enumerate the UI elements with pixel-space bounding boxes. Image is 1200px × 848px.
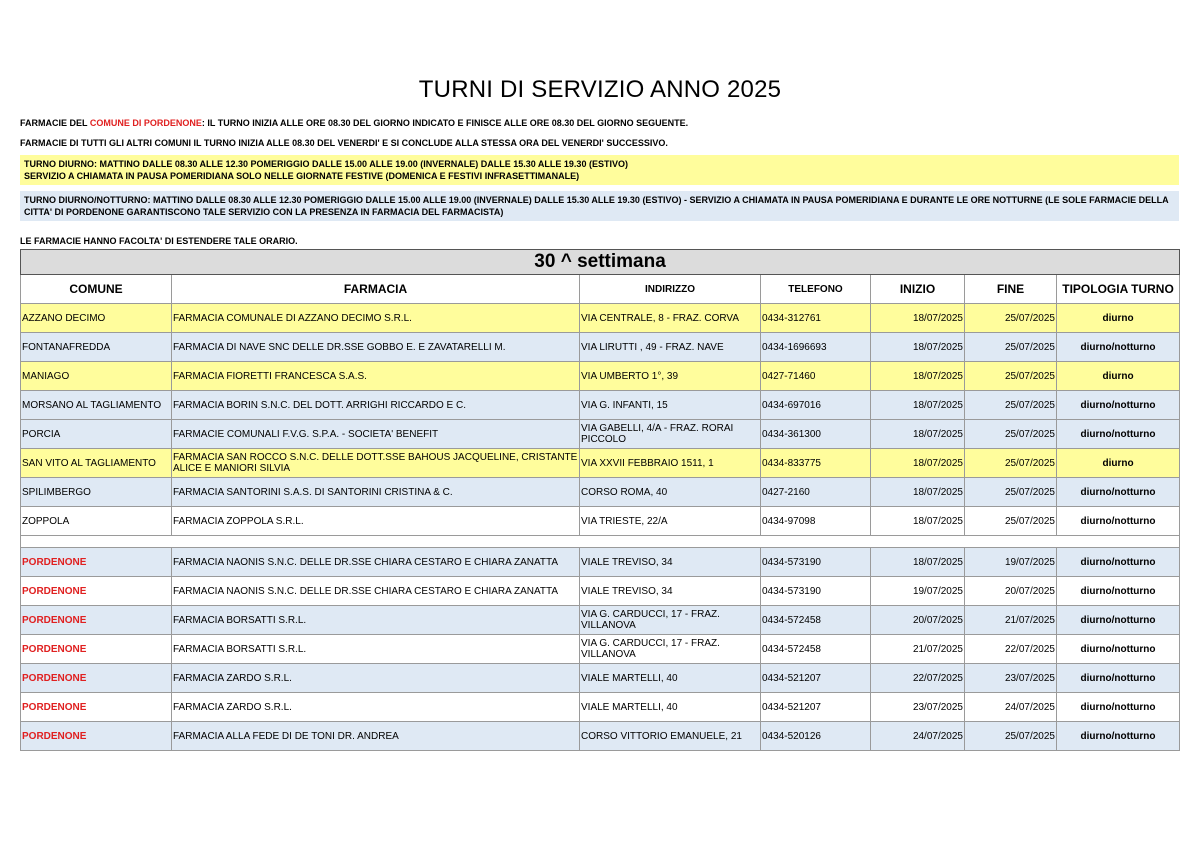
telefono-cell: 0427-2160 — [761, 478, 871, 507]
note-facolta: LE FARMACIE HANNO FACOLTA' DI ESTENDERE TALE ORARIO. — [20, 236, 298, 246]
table-row — [21, 478, 1180, 507]
comune-cell: MORSANO AL TAGLIAMENTO — [21, 391, 172, 420]
tipologia-cell: diurno/notturno — [1057, 577, 1180, 606]
telefono-cell: 0434-572458 — [761, 635, 871, 664]
table-row — [21, 577, 1180, 606]
table-header — [21, 275, 1180, 304]
fine-cell: 25/07/2025 — [965, 333, 1057, 362]
farmacia-cell: FARMACIA SAN ROCCO S.N.C. DELLE DOTT.SSE BAHOUS JACQUELINE, CRISTANTE ALICE E MANIORI SILVIA — [172, 449, 580, 478]
fine-cell: 25/07/2025 — [965, 507, 1057, 536]
farmacia-cell: FARMACIA DI NAVE SNC DELLE DR.SSE GOBBO E. E ZAVATARELLI M. — [172, 333, 580, 362]
inizio-cell: 21/07/2025 — [871, 635, 965, 664]
farmacia-cell: FARMACIA BORIN S.N.C. DEL DOTT. ARRIGHI RICCARDO E C. — [172, 391, 580, 420]
indirizzo-cell: VIA XXVII FEBBRAIO 1511, 1 — [580, 449, 761, 478]
indirizzo-cell: VIA UMBERTO 1°, 39 — [580, 362, 761, 391]
spacer-cell — [21, 536, 1180, 548]
tipologia-cell: diurno — [1057, 362, 1180, 391]
telefono-cell: 0434-520126 — [761, 722, 871, 751]
table-row — [21, 548, 1180, 577]
farmacia-cell: FARMACIA BORSATTI S.R.L. — [172, 635, 580, 664]
telefono-cell: 0434-1696693 — [761, 333, 871, 362]
table-row — [21, 362, 1180, 391]
farmacia-cell: FARMACIE COMUNALI F.V.G. S.P.A. - SOCIETA' BENEFIT — [172, 420, 580, 449]
comune-cell: PORDENONE — [21, 722, 172, 751]
farmacia-cell: FARMACIA NAONIS S.N.C. DELLE DR.SSE CHIARA CESTARO E CHIARA ZANATTA — [172, 548, 580, 577]
tipologia-cell: diurno/notturno — [1057, 635, 1180, 664]
fine-cell: 20/07/2025 — [965, 577, 1057, 606]
farmacia-cell: FARMACIA ALLA FEDE DI DE TONI DR. ANDREA — [172, 722, 580, 751]
tipologia-cell: diurno/notturno — [1057, 391, 1180, 420]
inizio-cell: 18/07/2025 — [871, 548, 965, 577]
inizio-cell: 23/07/2025 — [871, 693, 965, 722]
indirizzo-cell: VIALE TREVISO, 34 — [580, 577, 761, 606]
telefono-cell: 0434-573190 — [761, 548, 871, 577]
telefono-cell: 0434-312761 — [761, 304, 871, 333]
turni-table — [20, 249, 1180, 751]
telefono-cell: 0434-572458 — [761, 606, 871, 635]
tipologia-cell: diurno/notturno — [1057, 507, 1180, 536]
tipologia-cell: diurno — [1057, 304, 1180, 333]
farmacia-cell: FARMACIA NAONIS S.N.C. DELLE DR.SSE CHIARA CESTARO E CHIARA ZANATTA — [172, 577, 580, 606]
table-row — [21, 304, 1180, 333]
telefono-cell: 0434-521207 — [761, 693, 871, 722]
table-row — [21, 449, 1180, 478]
inizio-cell: 18/07/2025 — [871, 507, 965, 536]
header-tipologia: TIPOLOGIA TURNO — [1057, 275, 1180, 304]
table-row — [21, 507, 1180, 536]
indirizzo-cell: VIA G. INFANTI, 15 — [580, 391, 761, 420]
comune-cell: PORDENONE — [21, 548, 172, 577]
comune-cell: PORCIA — [21, 420, 172, 449]
inizio-cell: 18/07/2025 — [871, 478, 965, 507]
diurno-line-2: SERVIZIO A CHIAMATA IN PAUSA POMERIDIANA SOLO NELLE GIORNATE FESTIVE (DOMENICA E FESTIVI INFRASETTIMANALE) — [24, 171, 580, 181]
inizio-cell: 20/07/2025 — [871, 606, 965, 635]
tipologia-cell: diurno/notturno — [1057, 722, 1180, 751]
comune-cell: FONTANAFREDDA — [21, 333, 172, 362]
page-title: TURNI DI SERVIZIO ANNO 2025 — [418, 76, 782, 103]
diurno-band — [20, 155, 1179, 185]
farmacia-cell: FARMACIA BORSATTI S.R.L. — [172, 606, 580, 635]
note-pordenone-comune: COMUNE DI PORDENONE — [89, 118, 202, 128]
header-telefono: TELEFONO — [761, 275, 871, 304]
fine-cell: 25/07/2025 — [965, 420, 1057, 449]
table-row — [21, 635, 1180, 664]
inizio-cell: 24/07/2025 — [871, 722, 965, 751]
telefono-cell: 0434-97098 — [761, 507, 871, 536]
fine-cell: 25/07/2025 — [965, 722, 1057, 751]
fine-cell: 25/07/2025 — [965, 449, 1057, 478]
telefono-cell: 0434-833775 — [761, 449, 871, 478]
inizio-cell: 18/07/2025 — [871, 333, 965, 362]
note-pordenone — [20, 118, 688, 128]
tipologia-cell: diurno/notturno — [1057, 606, 1180, 635]
tipologia-cell: diurno/notturno — [1057, 664, 1180, 693]
tipologia-cell: diurno/notturno — [1057, 333, 1180, 362]
indirizzo-cell: VIA G. CARDUCCI, 17 - FRAZ. VILLANOVA — [580, 606, 761, 635]
table-row — [21, 606, 1180, 635]
farmacia-cell: FARMACIA ZARDO S.R.L. — [172, 664, 580, 693]
farmacia-cell: FARMACIA SANTORINI S.A.S. DI SANTORINI CRISTINA & C. — [172, 478, 580, 507]
table-body — [21, 304, 1180, 751]
comune-cell: PORDENONE — [21, 693, 172, 722]
fine-cell: 23/07/2025 — [965, 664, 1057, 693]
indirizzo-cell: VIALE MARTELLI, 40 — [580, 693, 761, 722]
indirizzo-cell: VIA LIRUTTI , 49 - FRAZ. NAVE — [580, 333, 761, 362]
telefono-cell: 0434-697016 — [761, 391, 871, 420]
comune-cell: MANIAGO — [21, 362, 172, 391]
note-other-comuni: FARMACIE DI TUTTI GLI ALTRI COMUNI IL TURNO INIZIA ALLE 08.30 DEL VENERDI' E SI CONCLUDE ALLA STESSA ORA DEL VENERDI' SUCCESSIVO. — [20, 138, 668, 148]
telefono-cell: 0427-71460 — [761, 362, 871, 391]
header-inizio: INIZIO — [871, 275, 965, 304]
table-row — [21, 333, 1180, 362]
comune-cell: PORDENONE — [21, 577, 172, 606]
comune-cell: SAN VITO AL TAGLIAMENTO — [21, 449, 172, 478]
inizio-cell: 22/07/2025 — [871, 664, 965, 693]
table-spacer-row — [21, 536, 1180, 548]
table-row — [21, 664, 1180, 693]
fine-cell: 25/07/2025 — [965, 478, 1057, 507]
header-indirizzo: INDIRIZZO — [580, 275, 761, 304]
table-row — [21, 420, 1180, 449]
comune-cell: PORDENONE — [21, 664, 172, 693]
fine-cell: 25/07/2025 — [965, 304, 1057, 333]
comune-cell: ZOPPOLA — [21, 507, 172, 536]
fine-cell: 25/07/2025 — [965, 362, 1057, 391]
farmacia-cell: FARMACIA ZARDO S.R.L. — [172, 693, 580, 722]
farmacia-cell: FARMACIA ZOPPOLA S.R.L. — [172, 507, 580, 536]
farmacia-cell: FARMACIA COMUNALE DI AZZANO DECIMO S.R.L. — [172, 304, 580, 333]
fine-cell: 19/07/2025 — [965, 548, 1057, 577]
indirizzo-cell: CORSO ROMA, 40 — [580, 478, 761, 507]
fine-cell: 21/07/2025 — [965, 606, 1057, 635]
farmacia-cell: FARMACIA FIORETTI FRANCESCA S.A.S. — [172, 362, 580, 391]
indirizzo-cell: VIALE MARTELLI, 40 — [580, 664, 761, 693]
indirizzo-cell: VIALE TREVISO, 34 — [580, 548, 761, 577]
tipologia-cell: diurno/notturno — [1057, 420, 1180, 449]
telefono-cell: 0434-573190 — [761, 577, 871, 606]
notturno-band — [20, 191, 1179, 221]
tipologia-cell: diurno/notturno — [1057, 478, 1180, 507]
inizio-cell: 18/07/2025 — [871, 304, 965, 333]
inizio-cell: 19/07/2025 — [871, 577, 965, 606]
comune-cell: PORDENONE — [21, 606, 172, 635]
fine-cell: 25/07/2025 — [965, 391, 1057, 420]
table-row — [21, 722, 1180, 751]
fine-cell: 24/07/2025 — [965, 693, 1057, 722]
inizio-cell: 18/07/2025 — [871, 420, 965, 449]
telefono-cell: 0434-521207 — [761, 664, 871, 693]
indirizzo-cell: VIA G. CARDUCCI, 17 - FRAZ. VILLANOVA — [580, 635, 761, 664]
header-fine: FINE — [965, 275, 1057, 304]
header-farmacia: FARMACIA — [172, 275, 580, 304]
note-pordenone-suffix: : IL TURNO INIZIA ALLE ORE 08.30 DEL GIORNO INDICATO E FINISCE ALLE ORE 08.30 DEL GIORNO SEGUENTE. — [201, 118, 689, 128]
diurno-line-1: TURNO DIURNO: MATTINO DALLE 08.30 ALLE 12.30 POMERIGGIO DALLE 15.00 ALLE 19.00 (INVERNALE) DALLE 15.30 ALLE 19.30 (ESTIVO) — [24, 159, 628, 169]
indirizzo-cell: VIA TRIESTE, 22/A — [580, 507, 761, 536]
indirizzo-cell: VIA GABELLI, 4/A - FRAZ. RORAI PICCOLO — [580, 420, 761, 449]
header-comune: COMUNE — [21, 275, 172, 304]
inizio-cell: 18/07/2025 — [871, 362, 965, 391]
fine-cell: 22/07/2025 — [965, 635, 1057, 664]
comune-cell: AZZANO DECIMO — [21, 304, 172, 333]
table-row — [21, 391, 1180, 420]
note-pordenone-prefix: FARMACIE DEL — [20, 118, 90, 128]
tipologia-cell: diurno/notturno — [1057, 548, 1180, 577]
tipologia-cell: diurno/notturno — [1057, 693, 1180, 722]
indirizzo-cell: CORSO VITTORIO EMANUELE, 21 — [580, 722, 761, 751]
notturno-text: TURNO DIURNO/NOTTURNO: MATTINO DALLE 08.30 ALLE 12.30 POMERIGGIO DALLE 15.00 ALLE 19.00 (INVERNALE) DALLE 15.30 ALLE 19.30 (ESTIVO) - SERVIZIO A CHIAMATA IN PAUSA POMERIDIANA E DURANTE LE ORE NOTTURNE (LE SOLE FARMACIE DELLA CITTA' DI PORDENONE GARANTISCONO TALE SERVIZIO CON LA PRESENZA IN FARMACIA DEL FARMACISTA) — [24, 195, 1169, 217]
indirizzo-cell: VIA CENTRALE, 8 - FRAZ. CORVA — [580, 304, 761, 333]
comune-cell: PORDENONE — [21, 635, 172, 664]
comune-cell: SPILIMBERGO — [21, 478, 172, 507]
inizio-cell: 18/07/2025 — [871, 391, 965, 420]
week-label: 30 ^ settimana — [21, 250, 1180, 275]
telefono-cell: 0434-361300 — [761, 420, 871, 449]
tipologia-cell: diurno — [1057, 449, 1180, 478]
inizio-cell: 18/07/2025 — [871, 449, 965, 478]
table-row — [21, 693, 1180, 722]
